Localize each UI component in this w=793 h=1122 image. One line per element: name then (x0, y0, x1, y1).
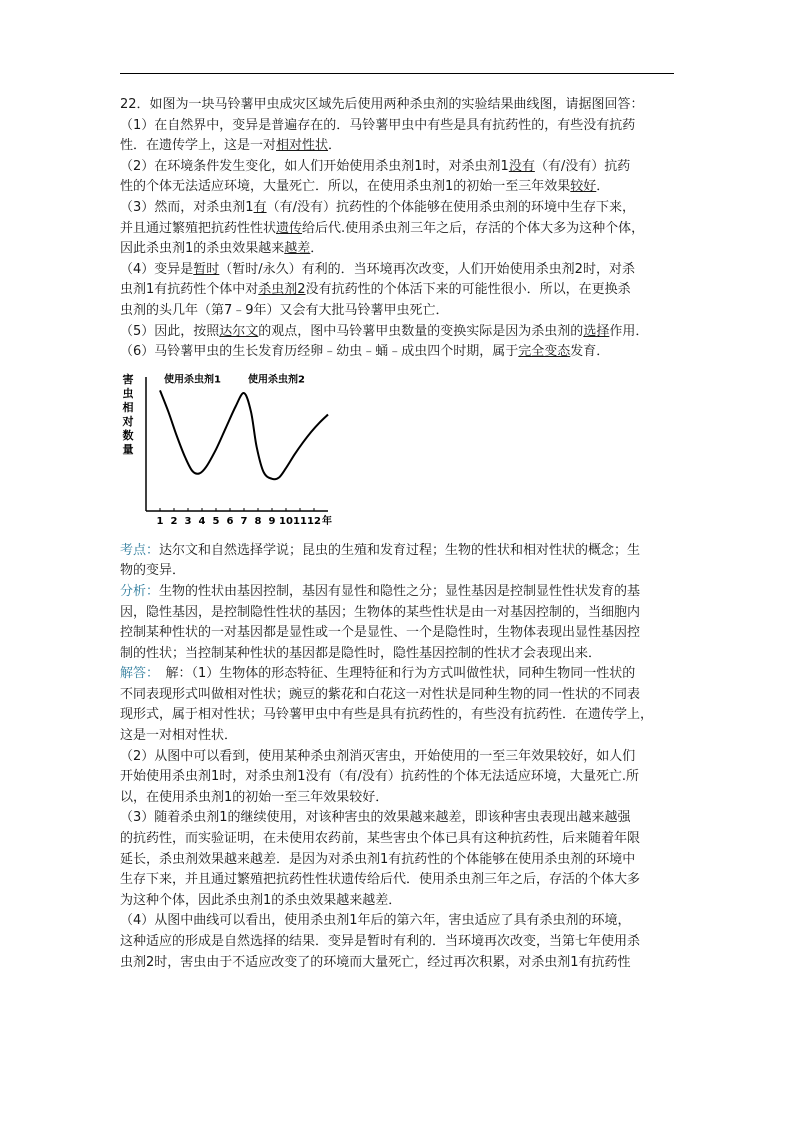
question-part-5: （5）因此，按照达尔文的观点，图中马铃薯甲虫数量的变换实际是因为杀虫剂的选择作用． (120, 323, 649, 339)
answer-blank: 越差 (284, 241, 311, 257)
y-axis-label-char: 相 (122, 400, 134, 414)
question-title: 22．如图为一块马铃薯甲虫成灾区域先后使用两种杀虫剂的实验结果曲线图，请据图回答： (120, 97, 644, 112)
x-tick-label: 5 (212, 515, 220, 527)
annotation-label: 使用杀虫剂1 (164, 374, 221, 386)
x-tick-label: 8 (254, 515, 262, 527)
pest-population-chart (120, 369, 340, 527)
x-tick-label: 2 (170, 515, 178, 527)
answer-blank: 达尔文 (219, 323, 259, 339)
x-tick-label: 12 (307, 515, 321, 527)
fx-label: 分析： (120, 583, 160, 599)
y-axis-label-char: 对 (122, 414, 134, 428)
chart-svg (120, 369, 340, 527)
x-tick-label: 10 (279, 515, 293, 527)
answer-part-4: （4）从图中曲线可以看出，使用杀虫剂1年后的第六年，害虫适应了具有杀虫剂的环境， (120, 913, 631, 929)
x-tick-label: 1 (156, 515, 164, 527)
jd-label: 解答： (120, 666, 153, 682)
answer-blank: 相对性状 (276, 138, 329, 154)
answer-blank: 完全变态 (518, 344, 571, 360)
x-tick-label: 7 (240, 515, 248, 527)
y-axis-label-char: 量 (122, 442, 134, 456)
x-axis-label: 年 (322, 515, 332, 527)
x-tick-label: 6 (226, 515, 234, 527)
knowledge-points: 考点：达尔文和自然选择学说；昆虫的生殖和发育过程；生物的性状和相对性状的概念；生 (120, 542, 641, 558)
x-tick-label: 4 (198, 515, 206, 527)
header-rule (120, 73, 674, 74)
y-axis-label (122, 372, 134, 456)
answer-blank: 杀虫剂2 (258, 282, 306, 298)
kd-label: 考点： (120, 542, 160, 558)
question-part-3: （3）然而，对杀虫剂1有（有/没有）抗药性的个体能够在使用杀虫剂的环境中生存下来， (120, 199, 635, 215)
answer-blank: 较好 (570, 179, 597, 195)
series-line (160, 390, 328, 479)
answer-part-2: （2）从图中可以看到，使用某种杀虫剂消灭害虫，开始使用的一至三年效果较好，如人们 (120, 748, 636, 764)
answer-blank: 没有 (508, 158, 535, 174)
x-tick-label: 11 (293, 515, 307, 527)
y-axis-label-char: 数 (122, 428, 134, 442)
question-part-1: （1）在自然界中，变异是普遍存在的．马铃薯甲虫中有些是具有抗药性的，有些没有抗药 (120, 117, 636, 133)
x-tick-label: 3 (184, 515, 192, 527)
answer-blank: 选择 (583, 323, 610, 339)
answer-blank: 暂时 (193, 261, 220, 277)
annotation-label: 使用杀虫剂2 (248, 374, 305, 386)
question-part-6: （6）马铃薯甲虫的生长发育历经卵﹣幼虫﹣蛹﹣成虫四个时期，属于完全变态发育． (120, 344, 610, 360)
question-part-2: （2）在环境条件发生变化，如人们开始使用杀虫剂1时，对杀虫剂1没有（有/没有）抗药 (120, 158, 631, 174)
answer-part-3: （3）随着杀虫剂1的继续使用，对该种害虫的效果越来越差，即该种害虫表现出越来越强 (120, 810, 631, 826)
document-body: 22．如图为一块马铃薯甲虫成灾区域先后使用两种杀虫剂的实验结果曲线图，请据图回答： （1）在自然界中，变异是普遍存在的．马铃薯甲虫中有些是具有抗药性的，有些没有抗药 性．在遗传学上，这是一对相对性状． （2）在环境条件发生变化，如人们开始使用杀虫剂1时，对杀虫剂1没有（有/没有）抗药 性的个体无法适应环境，大量死亡．所以，在使用杀虫剂1的初始一至三年效果较好． （3）然而，对杀虫剂1有（有/没有）抗药性的个体能够在使用杀虫剂的环境中生存下来， 并且通过繁殖把抗药性性状遗传给后代.使用杀虫剂三年之后，存活的个体大多为这种个体， 因此杀虫剂1的杀虫效果越来越差． （4）变异是暂时（暂时/永久）有利的．当环境再次改变，人们开始使用杀虫剂2时，对杀 虫剂1有抗药性个体中对杀虫剂2没有抗药性的个体活下来的可能性很小．所以，在更换杀 虫剂的头几年（第7﹣9年）又会有大批马铃薯甲虫死亡． （5）因此，按照达尔文的观点，图中马铃薯甲虫数量的变换实际是因为杀虫剂的选择作用． （6）马铃薯甲虫的生长发育历经卵﹣幼虫﹣蛹﹣成虫四个时期，属于完全变态发育． 害 虫 相 对 数 量 1 2 3 4 5 6 7 8 9 10 11 12 使用杀虫剂1 使用杀虫剂2 年 考点：达尔文和自然选择学说；昆虫的生殖和发育过程；生物的性状和相对性状的概念；生 物的变异． 分析：生物的性状由基因控制，基因有显性和隐性之分；显性基因是控制显性性状发育的基 因，隐性基因，是控制隐性性状的基因；生物体的某些性状是由一对基因控制的，当细胞内 控制某种性状的一对基因都是显性或一个是显性、一个是隐性时，生物体表现出显性基因控 制的性状；当控制某种性状的基因都是隐性时，隐性基因控制的性状才会表现出来． 解答： 解：（1）生物体的形态特征、生理特征和行为方式叫做性状，同种生物同一性状的 不同表现形式叫做相对性状；豌豆的紫花和白花这一对性状是同种生物的同一性状的不同表 现形式，属于相对性状；马铃薯甲虫中有些是具有抗药性的，有些没有抗药性．在遗传学上， 这是一对相对性状． （2）从图中可以看到，使用某种杀虫剂消灭害虫，开始使用的一至三年效果较好，如人们 开始使用杀虫剂1时，对杀虫剂1没有（有/没有）抗药性的个体无法适应环境，大量死亡.所 以，在使用杀虫剂1的初始一至三年效果较好． （3）随着杀虫剂1的继续使用，对该种害虫的效果越来越差，即该种害虫表现出越来越强 的抗药性，而实验证明，在未使用农药前，某些害虫个体已具有这种抗药性，后来随着年限 延长，杀虫剂效果越来越差．是因为对杀虫剂1有抗药性的个体能够在使用杀虫剂的环境中 生存下来，并且通过繁殖把抗药性性状遗传给后代．使用杀虫剂三年之后，存活的个体大多 为这种个体，因此杀虫剂1的杀虫效果越来越差． （4）从图中曲线可以看出，使用杀虫剂1年后的第六年，害虫适应了具有杀虫剂的环境， 这种适应的形成是自然选择的结果．变异是暂时有利的．当环境再次改变，当第七年使用杀 虫剂2时，害虫由于不适应改变了的环境而大量死亡，经过再次积累，对杀虫剂1有抗药性 (120, 95, 676, 973)
y-axis-label-char: 害 (122, 372, 134, 386)
question-part-4: （4）变异是暂时（暂时/永久）有利的．当环境再次改变，人们开始使用杀虫剂2时，对杀 (120, 261, 635, 277)
y-axis-label-char: 虫 (122, 386, 134, 400)
answer-section: 解答： 解：（1）生物体的形态特征、生理特征和行为方式叫做性状，同种生物同一性状的 (120, 666, 636, 682)
x-tick-label: 9 (268, 515, 276, 527)
answer-blank: 有 (253, 199, 267, 215)
answer-blank: 遗传 (276, 220, 303, 236)
analysis-section: 分析：生物的性状由基因控制，基因有显性和隐性之分；显性基因是控制显性性状发育的基 (120, 583, 641, 599)
